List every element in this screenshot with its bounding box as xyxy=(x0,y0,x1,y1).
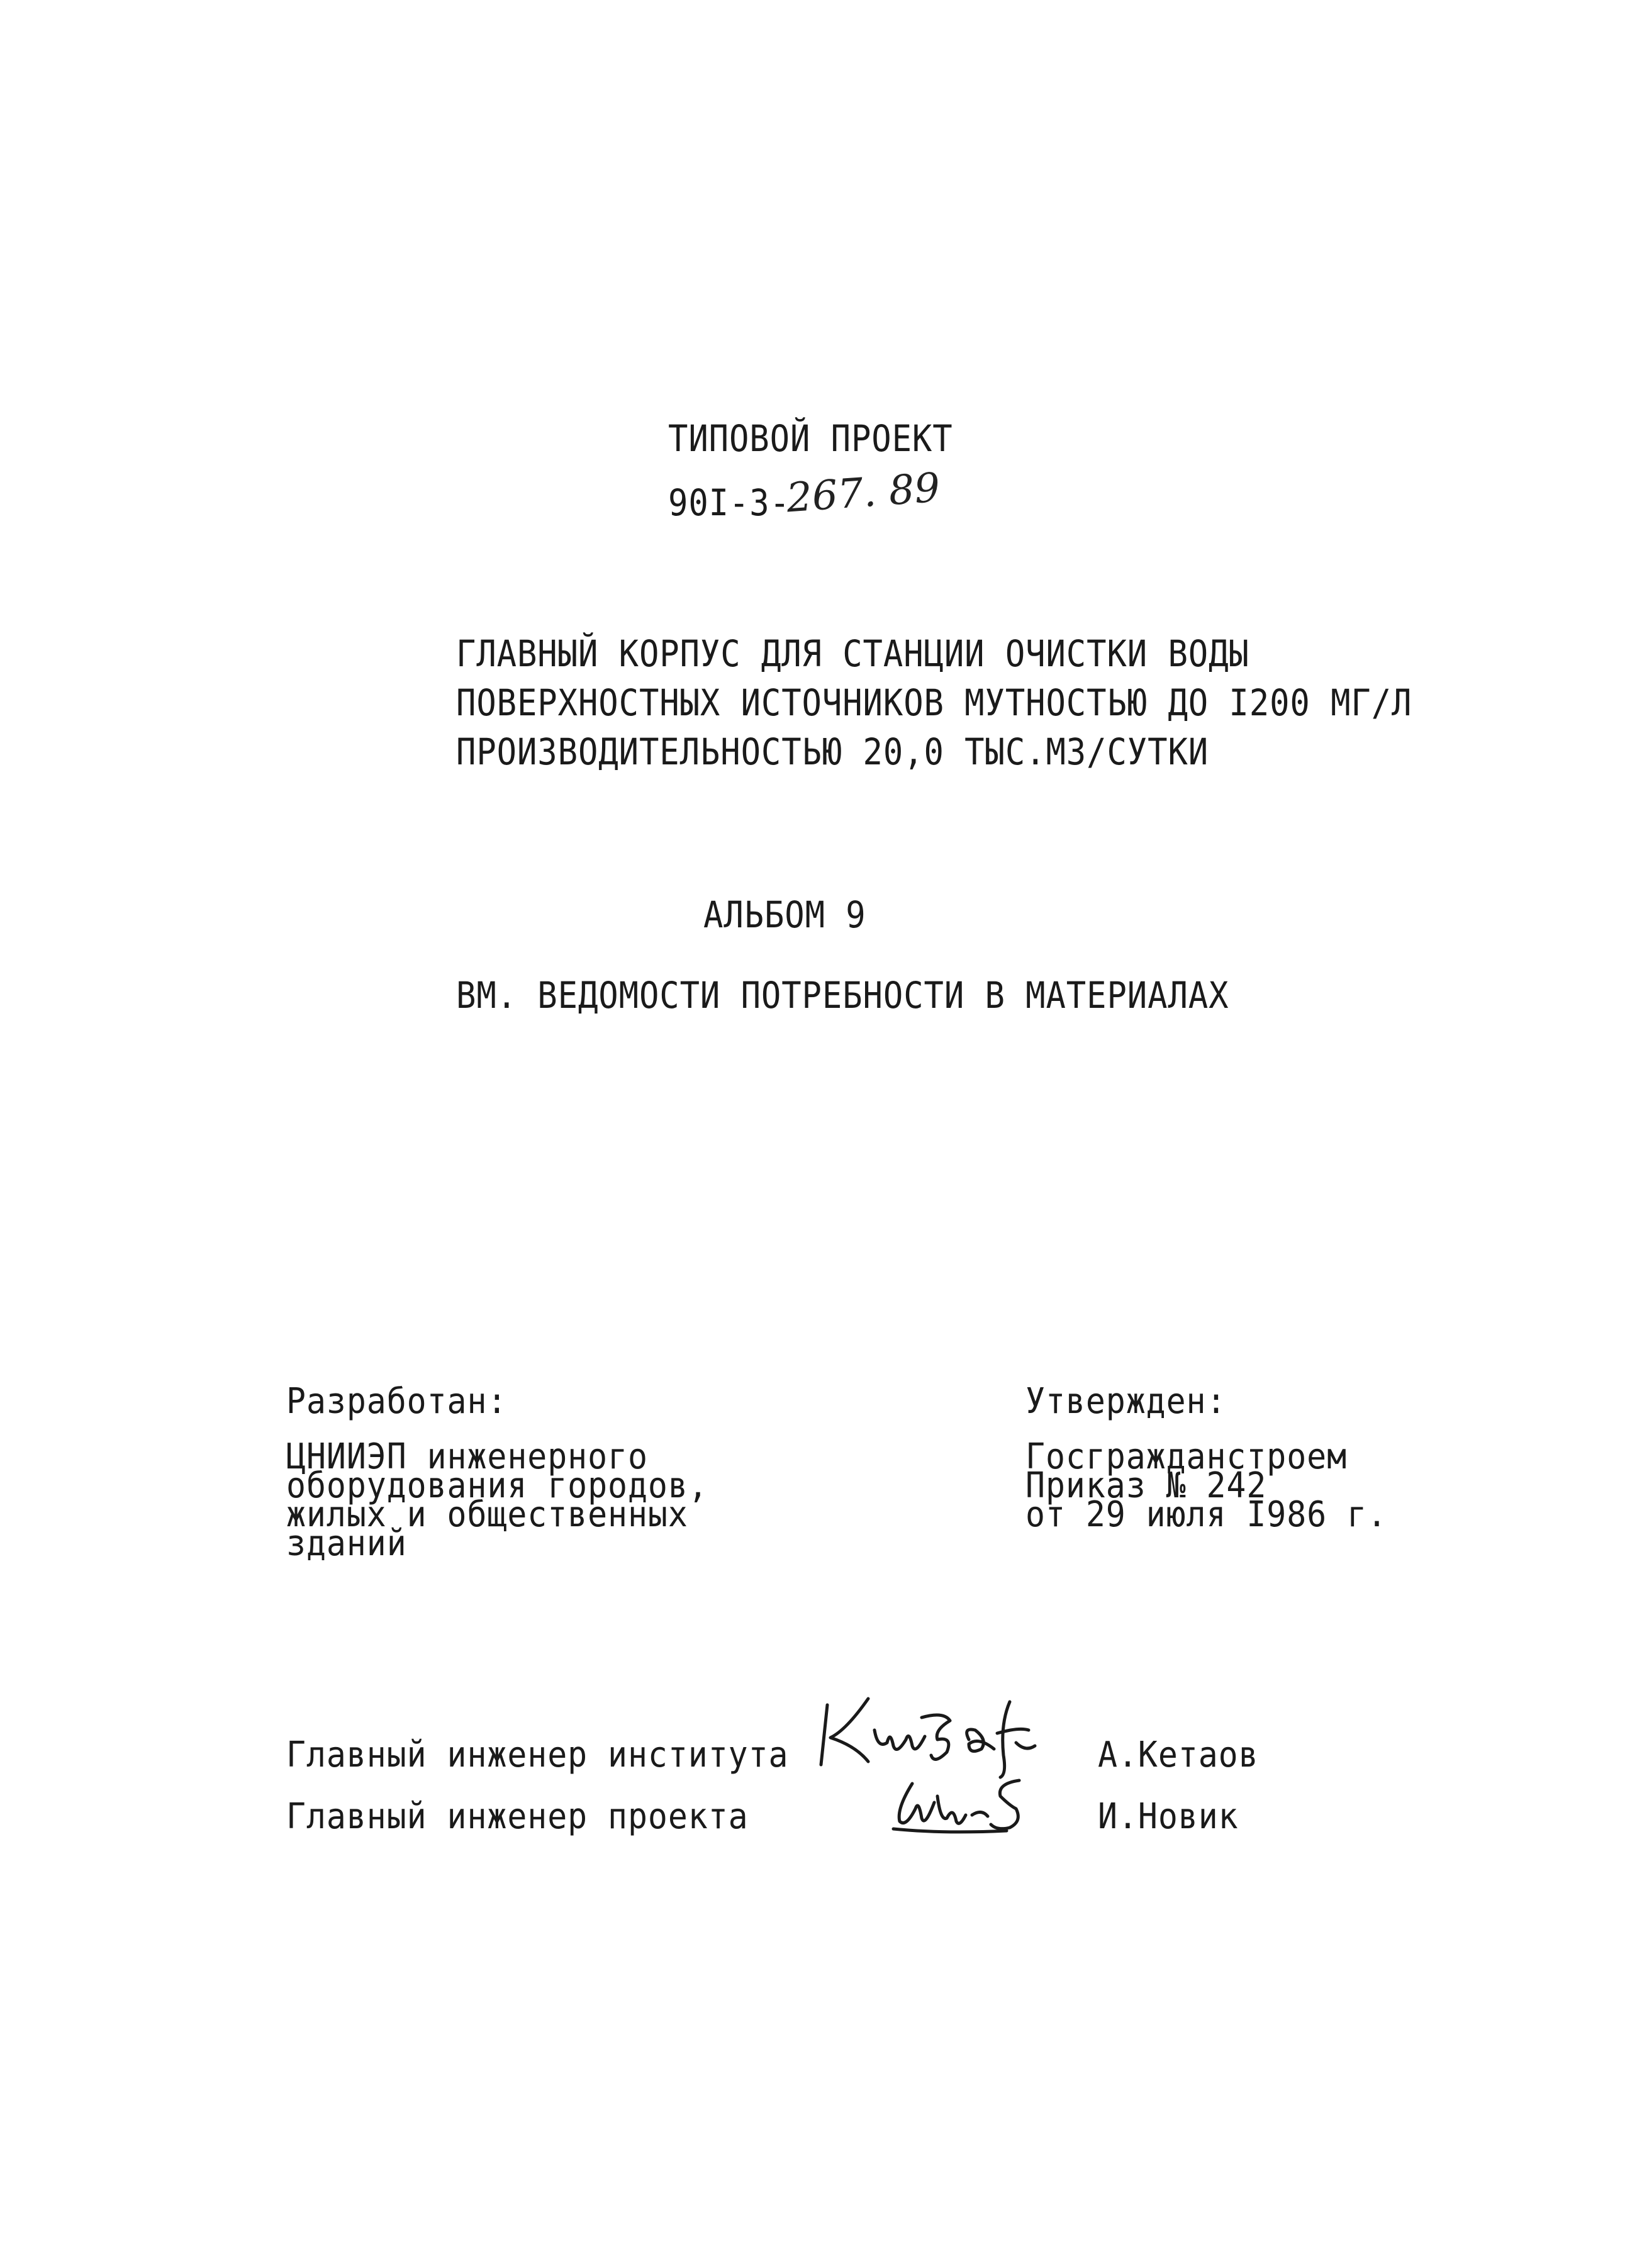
developed-heading: Разработан: xyxy=(286,1381,508,1422)
project-number-prefix: 90I-3- xyxy=(668,481,790,524)
project-number-handwritten: 267. 89 xyxy=(785,464,942,522)
signature-role-1: Главный инженер института xyxy=(286,1735,789,1775)
approved-line-3: от 29 июля I986 г. xyxy=(1025,1494,1387,1535)
developed-line-2: оборудования городов, xyxy=(286,1465,708,1506)
title-line-2: ПОВЕРХНОСТНЫХ ИСТОЧНИКОВ МУТНОСТЬЮ ДО I200 МГ/Л xyxy=(456,681,1412,724)
album-subtitle: ВМ. ВЕДОМОСТИ ПОТРЕБНОСТИ В МАТЕРИАЛАХ xyxy=(456,974,1229,1017)
approved-line-1: Госгражданстроем xyxy=(1025,1436,1348,1477)
developed-line-1: ЦНИИЭП инженерного xyxy=(286,1436,648,1477)
title-line-3: ПРОИЗВОДИТЕЛЬНОСТЬЮ 20,0 ТЫС.М3/СУТКИ xyxy=(456,730,1209,773)
developed-line-3: жилых и общественных xyxy=(286,1494,688,1535)
signature-mark-2 xyxy=(887,1771,1051,1840)
signature-name-1: А.Кетаов xyxy=(1098,1735,1259,1775)
title-line-1: ГЛАВНЫЙ КОРПУС ДЛЯ СТАНЦИИ ОЧИСТКИ ВОДЫ xyxy=(456,632,1249,675)
signature-role-2: Главный инженер проекта xyxy=(286,1796,749,1837)
project-type-label: ТИПОВОЙ ПРОЕКТ xyxy=(668,417,953,460)
approved-heading: Утвержден: xyxy=(1025,1381,1227,1422)
developed-line-4: зданий xyxy=(286,1523,407,1564)
approved-line-2: Приказ № 242 xyxy=(1025,1465,1267,1506)
signature-name-2: И.Новик xyxy=(1098,1796,1239,1837)
signature-mark-1 xyxy=(808,1686,1060,1780)
album-label: АЛЬБОМ 9 xyxy=(703,893,866,936)
